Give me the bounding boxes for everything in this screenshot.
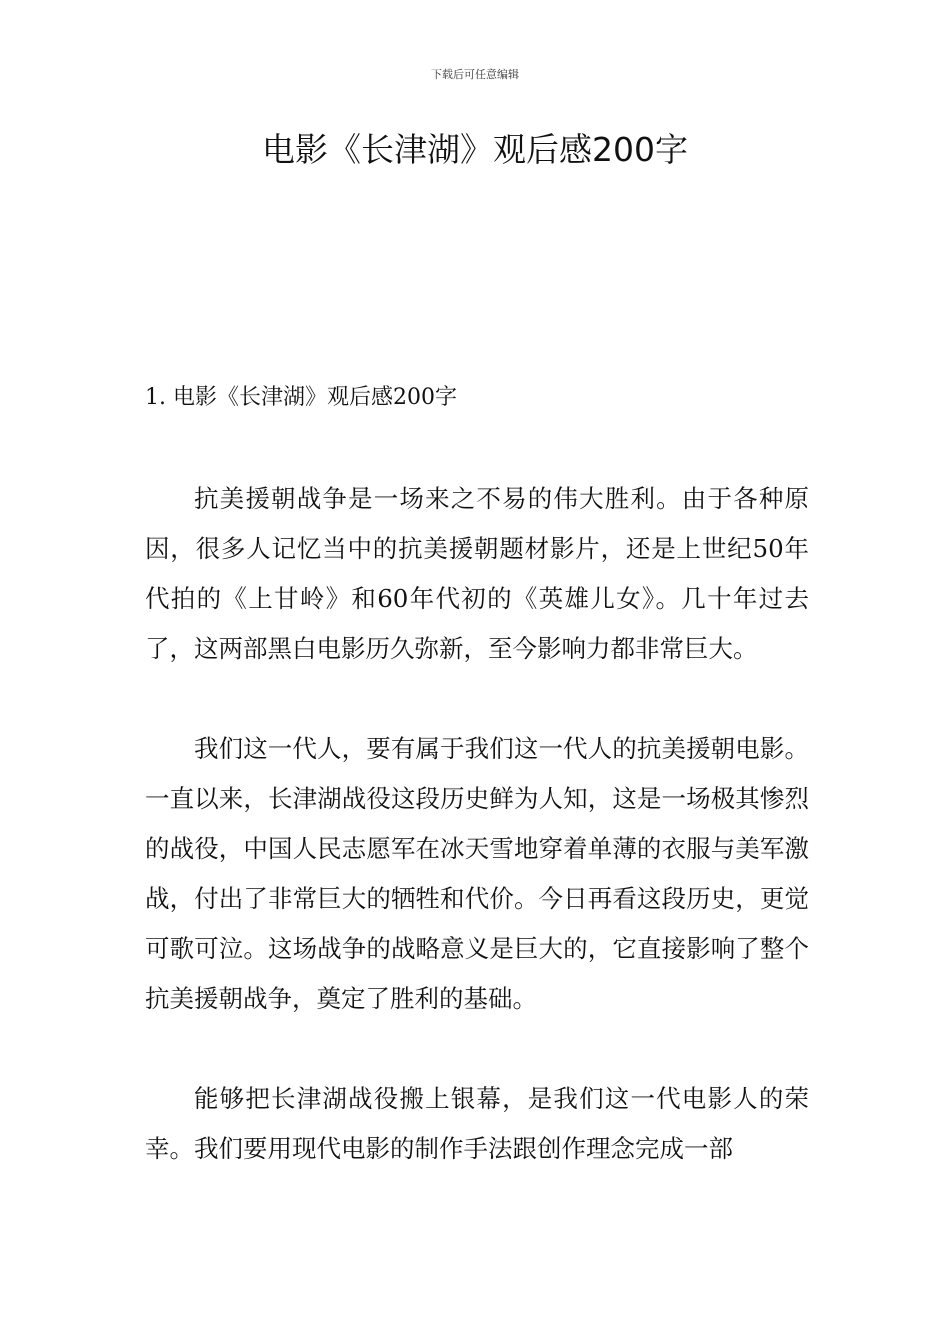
paragraph: 抗美援朝战争是一场来之不易的伟大胜利。由于各种原因，很多人记忆当中的抗美援朝题材影片，还是上世纪50年代拍的《上甘岭》和60年代初的《英雄儿女》。几十年过去了，这两部黑白电影历久弥新，至今影响力都非常巨大。 bbox=[145, 484, 809, 663]
paragraph: 我们这一代人，要有属于我们这一代人的抗美援朝电影。一直以来，长津湖战役这段历史鲜为人知，这是一场极其惨烈的战役，中国人民志愿军在冰天雪地穿着单薄的衣服与美军激战，付出了非常巨大的牺牲和代价。今日再看这段历史，更觉可歌可泣。这场战争的战略意义是巨大的，它直接影响了整个抗美援朝战争，奠定了胜利的基础。 bbox=[145, 734, 809, 1013]
header-note: 下载后可任意编辑 bbox=[431, 68, 519, 81]
document-title: 电影《长津湖》观后感200字 bbox=[262, 130, 688, 169]
section-heading: 1. 电影《长津湖》观后感200字 bbox=[145, 385, 457, 410]
body-text bbox=[145, 474, 809, 1224]
paragraph: 能够把长津湖战役搬上银幕，是我们这一代电影人的荣幸。我们要用现代电影的制作手法跟创作理念完成一部 bbox=[145, 1084, 809, 1163]
